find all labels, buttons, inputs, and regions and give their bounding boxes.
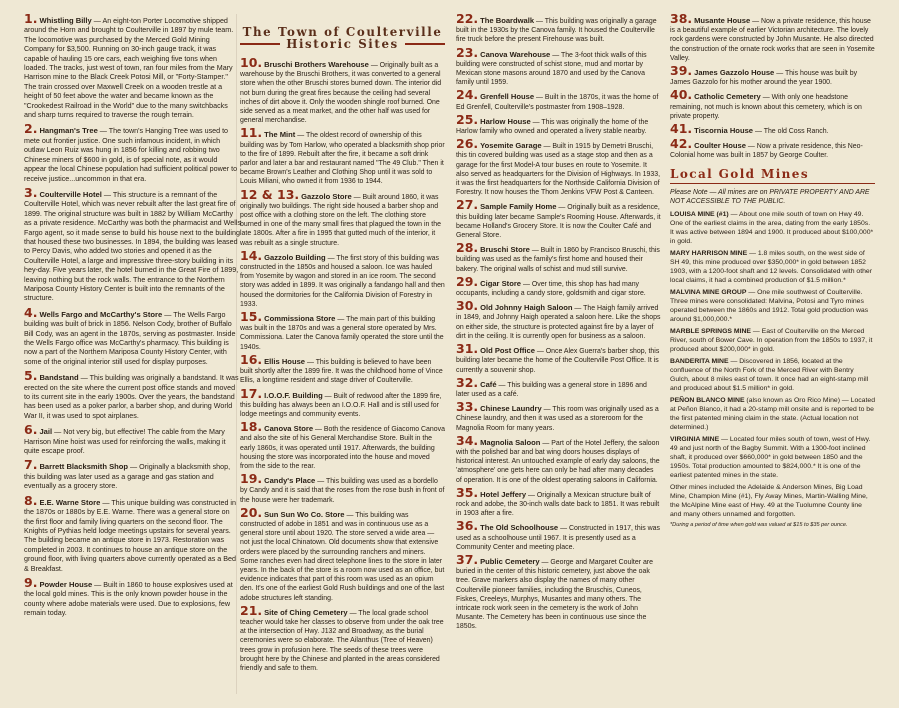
site-entry xyxy=(24,492,241,574)
site-name: Sample Family Home xyxy=(480,202,557,212)
site-entry xyxy=(670,87,875,121)
site-name: Whistling Billy xyxy=(39,16,92,25)
site-entry xyxy=(456,87,661,111)
site-number: 40. xyxy=(670,87,693,103)
site-description: — Built in 1860 to house explosives used at the local gold mines. This is the only known powder house in the county where adobe materials were used. Due to explosions, few remain today. xyxy=(24,580,233,618)
site-description: — Originally a Mexican structure built of rock and adobe, the 30-inch walls date back to 1851. It was rebuilt in 1903 after a fire. xyxy=(456,491,660,518)
site-entry xyxy=(670,11,875,63)
mine-entry xyxy=(670,357,875,393)
site-number: 36. xyxy=(456,518,479,534)
site-entry xyxy=(240,186,445,248)
site-number: 34. xyxy=(456,432,479,448)
site-description: — This building was a general store in 1896 and later used as a café. xyxy=(456,381,647,398)
site-description: — Both the residence of Giacomo Canova and also the site of his General Merchandise Store. Built in the early 1860s, it was operated until 1917. Afterwards, the building housing the store was incorporated into the house and moved from the side to the rear. xyxy=(240,426,445,470)
site-description: — An eight-ton Porter Locomotive shipped around the Horn and brought to Coulterville in 1897 by mule team. The locomotive was purchased by the Merced Gold Mining Company for $3,500. Running on 30-inch gauge track, it was capable of hauling 15 ore cars, each weighing five tons when loaded. The tracks, just west of town, ran four miles from the Mary Harrison mine to the Black Creek Potosi Mill, or "Forty-Stamper." The train crossed over Maxwell Creek on a wooden trestle at a height of 50 feet above the water and became known as the "Crookedest Railroad in the World" due to the many switchbacks and sharp turns required to traverse the rough terrain. xyxy=(24,17,234,120)
site-entry xyxy=(456,551,661,632)
site-entry xyxy=(24,184,241,304)
site-entry xyxy=(240,351,445,386)
site-name: Canova Store xyxy=(264,424,314,434)
site-description: — The local grade school teacher would take her classes to observe from under the oak tree at the intersection of Hwy. J132 and Broadway, as the burial ceremonies were so elaborate. The Ailanthus (Tree of Heaven) trees grow in profusion here. The seeds of these trees were brought here by the Chinese and planted in the areas considered friendly and safe to them. xyxy=(240,609,444,672)
mine-description: — About one mile south of town on Hwy 49. One of the earliest claims in the area, dating from the early 1850s. It was active between 1894 and 1900. It produced about $100,000* in gold. xyxy=(670,211,874,246)
site-description: — Built in 1860 by Francisco Bruschi, this building was used as the family's first home and housed their bakery. The original walls of schist and mud still survive. xyxy=(456,247,660,273)
site-name: Grenfell House xyxy=(480,92,535,102)
site-number: 30. xyxy=(456,298,479,314)
site-name: Canova Warehouse xyxy=(480,49,551,59)
site-description: — This structure is a remnant of the Coulterville Hotel, which was never rebuilt after the last great fire of 1899. The original structure was built in 1882 by William McCarthy as a private residence. McCarthy was both the pharmacist and Wells Fargo agent, so it made sense to build his house next to the building that housed these two businesses. In 1894, the building was leased to Percy Davis, who added two stories and opened it as the Coulterville Hotel, a large and impressive three-story building in its hey-day. Five years later, the hotel burned in the Great Fire of 1899, leaving nothing but the rock walls. The entrance to the Northern Mariposa County History Center is built into the remnants of the structure. xyxy=(24,190,241,303)
site-name: Gazzolo Building xyxy=(264,252,326,262)
site-entry xyxy=(456,484,661,519)
site-number: 2. xyxy=(24,121,38,137)
mine-name: MARY HARRISON MINE xyxy=(670,250,748,258)
mine-name: MALVINA MINE GROUP xyxy=(670,289,747,297)
site-entry xyxy=(670,121,875,137)
site-number: 9. xyxy=(24,574,38,590)
site-entry xyxy=(456,341,661,375)
site-description: — The oldest record of ownership of this building was by Tom Harlow, who operated a blacksmith shop prior to the fire of 1899. Rebuilt after the fire, it became a soft drink parlor and later a bar and restaurant named "The 49 Club." Then it became Brown's Leather and Clothing Shop until it was sold to Louis Miliani, who owned it from 1936 to 1944. xyxy=(240,132,445,186)
site-description: — Constructed in 1917, this was used as a schoolhouse until 1967. It is presently used as a Community Center and meeting place. xyxy=(456,525,660,551)
mine-description: — One mile southwest of Coulterville. Three mines were consolidated: Malvina, Potosi and Tyro mines operated between the 1860s and 1912. Total gold production was around $1,000,000.* xyxy=(670,289,869,324)
site-name: James Gazzolo House xyxy=(694,68,775,78)
site-number: 3. xyxy=(24,184,38,200)
site-name: Powder House xyxy=(39,579,93,589)
site-description: — This room was originally used as a Chinese laundry, and then it was used as a storeroom for the Magnolia Room for many years. xyxy=(456,406,659,432)
site-entry xyxy=(456,111,661,136)
site-number: 1. xyxy=(24,11,38,26)
site-description: — The 3-foot thick walls of this building were constructed of schist stone, mud and mortar by Mexican stone masons around 1870 and used by the Canova family until 1959. xyxy=(456,51,647,87)
site-number: 24. xyxy=(456,87,479,103)
site-entry xyxy=(240,247,445,309)
site-number: 19. xyxy=(240,471,263,487)
site-number: 42. xyxy=(670,136,693,152)
site-number: 37. xyxy=(456,551,479,567)
site-number: 31. xyxy=(456,341,479,357)
column-3 xyxy=(456,11,661,635)
site-number: 12 & 13. xyxy=(240,186,300,202)
mine-name: MARBLE SPRINGS MINE xyxy=(670,328,751,336)
site-entry xyxy=(240,55,445,125)
column-2 xyxy=(240,14,445,676)
site-name: Chinese Laundry xyxy=(480,404,542,414)
site-number: 14. xyxy=(240,247,263,263)
site-number: 32. xyxy=(456,374,479,390)
site-entry xyxy=(456,136,661,197)
title-rule-right xyxy=(405,43,445,45)
site-description: — With only one headstone remaining, not much is known about this cemetery, which is on private property. xyxy=(670,94,862,120)
site-name: Café xyxy=(480,379,497,389)
site-name: Public Cemetery xyxy=(480,556,540,566)
site-entry xyxy=(240,471,445,505)
mine-name: VIRGINIA MINE xyxy=(670,436,720,444)
site-description: — The Wells Fargo building was built of brick in 1856. Nelson Cody, brother of Buffalo Bill Cody, was an agent in the 1870s, serving as postmaster. Inside the Wells Fargo office was McCarthy's pharmacy. This building is now a part of the Northern Mariposa County History Center, with some of the original interior still used for display purposes. xyxy=(24,310,236,366)
site-name: Candy's Place xyxy=(264,476,316,486)
site-description: — The first story of this building was constructed in the 1850s and housed a saloon. Ice was hauled from Yosemite by wagon and stored in an ice room. The second story was added in 1899. It was originally a fandango hall and then housed the dormitories for the California Division of Forestry in 1933. xyxy=(240,254,445,308)
site-entry xyxy=(456,374,661,399)
title-rule-left xyxy=(240,43,280,45)
mine-entry xyxy=(670,327,875,354)
site-description: — Originally built as a warehouse by the Bruschi Brothers, it was converted to a general store when the other Bruschi stores burned down. The interior did not burn during the great fires because the ceiling had several inches of dirt above it. Only the wooden shingle roof burned. One side served as a meat market, and the other half was used for general merchandise. xyxy=(240,62,442,125)
page-subtitle: Historic Sites xyxy=(286,37,399,51)
site-name: Bruschi Brothers Warehouse xyxy=(264,60,369,69)
site-number: 10. xyxy=(240,55,263,70)
site-number: 16. xyxy=(240,351,263,367)
site-number: 17. xyxy=(240,385,263,401)
site-name: Gazzolo Store xyxy=(301,191,352,201)
mine-name: PEÑON BLANCO MINE xyxy=(670,397,745,405)
site-name: Harlow House xyxy=(480,116,531,126)
site-number: 5. xyxy=(24,368,38,384)
site-description: — Originally built as a residence, this building later became Sample's Rooming House. Afterwards, it became Holland's Grocery Store. It is now the Coulter Café and General Store. xyxy=(456,204,661,240)
site-name: Old Post Office xyxy=(480,346,535,356)
site-number: 18. xyxy=(240,419,263,435)
mine-description: — Located four miles south of town, west of Hwy. 49 and just north of the Bagby Summit. With a 1300-foot inclined shaft, it produced over $660,000* in gold between 1850 and the 1950s. Total production amounted to $824,000.* It is one of the earliest patented mines in the state. xyxy=(670,436,871,480)
site-number: 28. xyxy=(456,240,479,256)
site-description: — This house was built by James Gazzolo for his mother around the year 1900. xyxy=(670,70,858,87)
site-number: 27. xyxy=(456,197,479,213)
site-number: 26. xyxy=(456,136,479,152)
site-number: 7. xyxy=(24,457,38,473)
site-name: Bandstand xyxy=(39,373,79,383)
site-description: — Built in the 1870s, it was the home of Ed Grenfell, Coulterville's postmaster from 1908–1928. xyxy=(456,94,659,111)
site-entry xyxy=(240,419,445,471)
site-description: — This unique building was constructed in the 1870s or 1880s by E.E. Warne. There was a general store on the first floor and family living quarters on the second floor. The Knights of Pythias held lodge meetings upstairs for several years. The building became an antique store in 1973. Restoration was completed in 2003. It continues to house an antique store on the ground floor, with living quarters above currently operated as a Bed & Breakfast. xyxy=(24,498,236,573)
site-number: 4. xyxy=(24,304,38,320)
mine-name: BANDERITA MINE xyxy=(670,358,729,366)
site-name: I.O.O.F. Building xyxy=(264,390,323,400)
gold-mines-section xyxy=(670,167,875,530)
site-name: Yosemite Garage xyxy=(480,141,542,151)
site-name: The Mint xyxy=(264,130,296,140)
site-entry xyxy=(456,273,661,298)
site-entry xyxy=(240,602,445,673)
site-number: 38. xyxy=(670,11,693,26)
site-name: The Boardwalk xyxy=(480,16,535,25)
site-entry xyxy=(456,11,661,45)
site-entry xyxy=(240,504,445,603)
column-1 xyxy=(24,11,241,623)
site-description: — The town's Hanging Tree was used to mete out frontier justice. One such infamous incident, in which outlaw Leon Ruiz was hung in 1856 for killing and robbing two Chinese miners of $600 in gold, is of special note, as it would appear the local Chinese population had sufficient political power to receive justice...uncommon in that era. xyxy=(24,127,238,183)
site-description: — Not very big, but effective! The cable from the Mary Harrison Mine hoist was used for reinforcing the walls, making it quite escape proof. xyxy=(24,428,226,456)
site-number: 41. xyxy=(670,121,693,137)
title-rule-row xyxy=(240,38,445,50)
site-name: Ellis House xyxy=(264,356,306,366)
site-entry xyxy=(456,399,661,433)
site-description: — Now a private residence, this house is a beautiful example of earlier Victorian architecture. The lovely rock gardens were constructed by John Musante. He also directed the construction of the ornate rock works that are seen in Yosemite Valley. xyxy=(670,18,875,62)
site-description: — The main part of this building was built in the 1870s and was a general store operated by Mrs. Commissiona. Later the Canova family operated the store until the 1940s. xyxy=(240,316,444,351)
site-number: 8. xyxy=(24,492,38,508)
site-description: — Once Alex Guerra's barber shop, this building later became the home of the Coulterville Post Office. It is currently a souvenir shop. xyxy=(456,348,660,374)
site-entry xyxy=(24,457,241,491)
site-name: Commissiona Store xyxy=(264,314,336,324)
site-number: 29. xyxy=(456,273,479,289)
site-name: Site of Ching Cemetery xyxy=(264,607,348,617)
page-title: The Town of Coulterville xyxy=(242,25,443,39)
site-number: 23. xyxy=(456,44,479,60)
site-number: 33. xyxy=(456,399,479,415)
site-number: 35. xyxy=(456,484,479,500)
site-name: Catholic Cemetery xyxy=(694,92,761,102)
site-name: Sun Sun Wo Co. Store xyxy=(264,509,345,519)
site-description: — Built in 1915 by Demetri Bruschi, this tin covered building was used as a stage stop and then as a garage for the first Model-A tour buses en route to Yosemite. It also served as headquarters for the Division of Highways. In 1933, it was the first headquarters for the Northside California Division of Forestry. It now houses the Thom Jenkins VFW Post & Canteen. xyxy=(456,143,660,197)
site-entry xyxy=(456,298,661,341)
site-name: Wells Fargo and McCarthy's Store xyxy=(39,309,163,319)
site-name: E.E. Warne Store xyxy=(39,497,101,507)
site-name: Coulterville Hotel xyxy=(39,189,102,199)
mine-entry xyxy=(670,249,875,285)
gold-mines-rule xyxy=(670,183,875,185)
site-entry xyxy=(240,309,445,352)
site-name: Musante House xyxy=(694,16,751,25)
site-number: 11. xyxy=(240,125,263,141)
gold-footnote: *During a period of time when gold was valued at $15 to $35 per ounce. xyxy=(670,522,848,529)
site-description: — George and Margaret Coulter are buried in the center of this historic cemetery, just above the oak tree. Grave markers also display the names of many other Coulterville pioneer families, including the Bruschis, Cuneos, Fiskes, Creeleys, Murphys, Musantes and many others. The intricate rock work seen in the cemetery is the work of John Musante. The Cemetery has been in continuous use since the 1850s. xyxy=(456,558,653,631)
site-entry xyxy=(456,197,661,240)
site-name: Tiscornia House xyxy=(694,126,754,136)
site-description: — This building is believed to have been built shortly after the 1899 fire. It was the childhood home of Vince Ellis, a longtime resident and stage driver of Coulterville. xyxy=(240,358,443,385)
site-number: 25. xyxy=(456,111,479,127)
site-entry xyxy=(24,368,241,421)
site-name: Hotel Jeffery xyxy=(480,489,527,499)
site-entry xyxy=(24,11,241,120)
mine-entry xyxy=(670,210,875,246)
mine-list xyxy=(670,210,875,480)
mine-entry xyxy=(670,396,875,432)
site-entry xyxy=(24,121,241,183)
site-description: — Over time, this shop has had many occupants, including a candy store, goldsmith and cigar store. xyxy=(456,280,646,298)
site-description: — This building was originally a garage built in the 1930s by the Canova family. It housed the Coulterville fire truck before the present Firehouse was built. xyxy=(456,18,657,44)
site-name: Coulter House xyxy=(694,141,746,151)
site-description: — This was originally the home of the Harlow family who owned and operated a livery stable nearby. xyxy=(456,118,649,136)
site-number: 39. xyxy=(670,63,693,79)
site-entry xyxy=(240,385,445,420)
title-block xyxy=(240,26,445,50)
site-description: — The old Coss Ranch. xyxy=(753,128,829,136)
column-4-entries xyxy=(670,11,875,161)
site-entry xyxy=(670,63,875,87)
site-entry xyxy=(24,574,241,619)
site-description: — Part of the Hotel Jeffery, the saloon with the polished bar and bat wing doors houses displays of historical interest. An untouched example of early day saloons, the 'atmosphere' one gets here can only be had after many decades of operation. It is one of the oldest operating saloons in California. xyxy=(456,439,660,484)
site-description: — Originally a blacksmith shop, this building was later used as a garage and gas station and eventually as a grocery store. xyxy=(24,463,231,491)
site-entry xyxy=(24,422,241,456)
site-description: — This building was used as a bordello by Candy and it is said that the roses from the rose bush in front of the house were her trademark. xyxy=(240,478,445,504)
mine-description: — Discovered in 1856, located at the confluence of the North Fork of the Merced River with Bentry Gulch, about 8 miles east of town. It once had an eight-stamp mill and produced about $1.5 million* in gold. xyxy=(670,358,869,393)
gold-mines-note: Please Note — All mines are on PRIVATE PROPERTY AND ARE NOT ACCESSIBLE TO THE PUBLIC. xyxy=(670,189,870,206)
site-description: — This building was originally a bandstand. It was erected on the site where the current post office stands and moved to its current site in the early 1900s. Over the years, the bandstand has been used as a poker parlor, a barber shop, and during World War II, it was used to spot airplanes. xyxy=(24,374,239,420)
site-entry xyxy=(24,304,241,367)
site-entry xyxy=(456,518,661,552)
mine-entry xyxy=(670,435,875,480)
site-description: — Built of redwood after the 1899 fire, this building has always been an I.O.O.F. Hall and is still used for lodge meetings and community events. xyxy=(240,392,442,418)
other-mines: Other mines included the Adelaide & Anderson Mines, Big Load Mine, Champion Mine (#1), Fly Away Mines, Martin-Walling Mine, the McAlpine Mine east of Hwy. 49 at the Tuolumne County line and many others unnamed and forgotten. xyxy=(670,484,868,519)
site-name: Jail xyxy=(39,427,53,437)
site-description: — Built around 1860, it was originally two buildings. The right side housed a barber shop and post office with a clothing store on the left. The clothing store burned in one of the many small fires that plagued the town in the late 1800s. After a fire in 1995 that gutted much of the interior, it was rebuilt as a single structure. xyxy=(240,193,441,247)
site-description: — The Haigh family arrived in 1849, and Johnny Haigh operated a saloon here. Like the shops on either side, the structure is protected against fire by a layer of dirt in the ceiling. It is currently open for business as a saloon. xyxy=(456,305,661,340)
site-entry xyxy=(456,44,661,88)
column-4 xyxy=(670,11,875,529)
site-entry xyxy=(456,240,661,274)
site-name: Bruschi Store xyxy=(480,245,530,255)
mine-entry xyxy=(670,288,875,324)
gold-mines-heading: Local Gold Mines xyxy=(670,166,809,181)
site-description: — This building was constructed of adobe in 1851 and was in continuous use as a general store until about 1920. The store served a wide area — not just the local Chinatown. Old documents show that extensive orders were placed by the surrounding ranchers and miners. Some ranches even had direct telephone lines to the store in later years. In the back of the store is a room now used as an office, but evidence indicates that part of this room was used as an opium den. It's one of the earliest Gold Rush buildings and one of the last adobe structures left standing. xyxy=(240,511,445,602)
site-name: Cigar Store xyxy=(480,278,522,288)
site-name: Barrett Blacksmith Shop xyxy=(39,462,129,472)
site-entry xyxy=(670,136,875,160)
site-entry xyxy=(456,432,661,485)
site-entry xyxy=(240,125,445,186)
site-name: The Old Schoolhouse xyxy=(480,523,559,533)
mine-description: — East of Coulterville on the Merced River, south of Bower Cave. In operation from the 1850s to 1937, it produced about $200,000* in gold. xyxy=(670,328,873,354)
site-name: Hangman's Tree xyxy=(39,126,98,136)
mine-description: (also known as Oro Rico Mine) — Located at Peñon Blanco, it had a 20-stamp mill onsite and is reported to be the first patented mining claim in the state. (Actual location not determined.) xyxy=(670,397,875,432)
site-description: — Now a private residence, this Neo-Colonial home was built in 1857 by George Coulter. xyxy=(670,143,863,160)
site-number: 15. xyxy=(240,309,263,325)
site-number: 22. xyxy=(456,11,479,26)
site-number: 21. xyxy=(240,602,263,618)
site-name: Old Johnny Haigh Saloon xyxy=(480,303,573,313)
site-name: Magnolia Saloon xyxy=(480,437,541,447)
mine-name: LOUISA MINE (#1) xyxy=(670,211,729,219)
mine-description: — 1.8 miles south, on the west side of SH 49, this mine produced over $350,000* in gold between 1852 1903, with a 1200-foot shaft and 12 levels. Consolidated with other local claims, it had a combined production of $1.5 million.* xyxy=(670,250,873,285)
site-number: 20. xyxy=(240,504,263,520)
site-number: 6. xyxy=(24,422,38,438)
